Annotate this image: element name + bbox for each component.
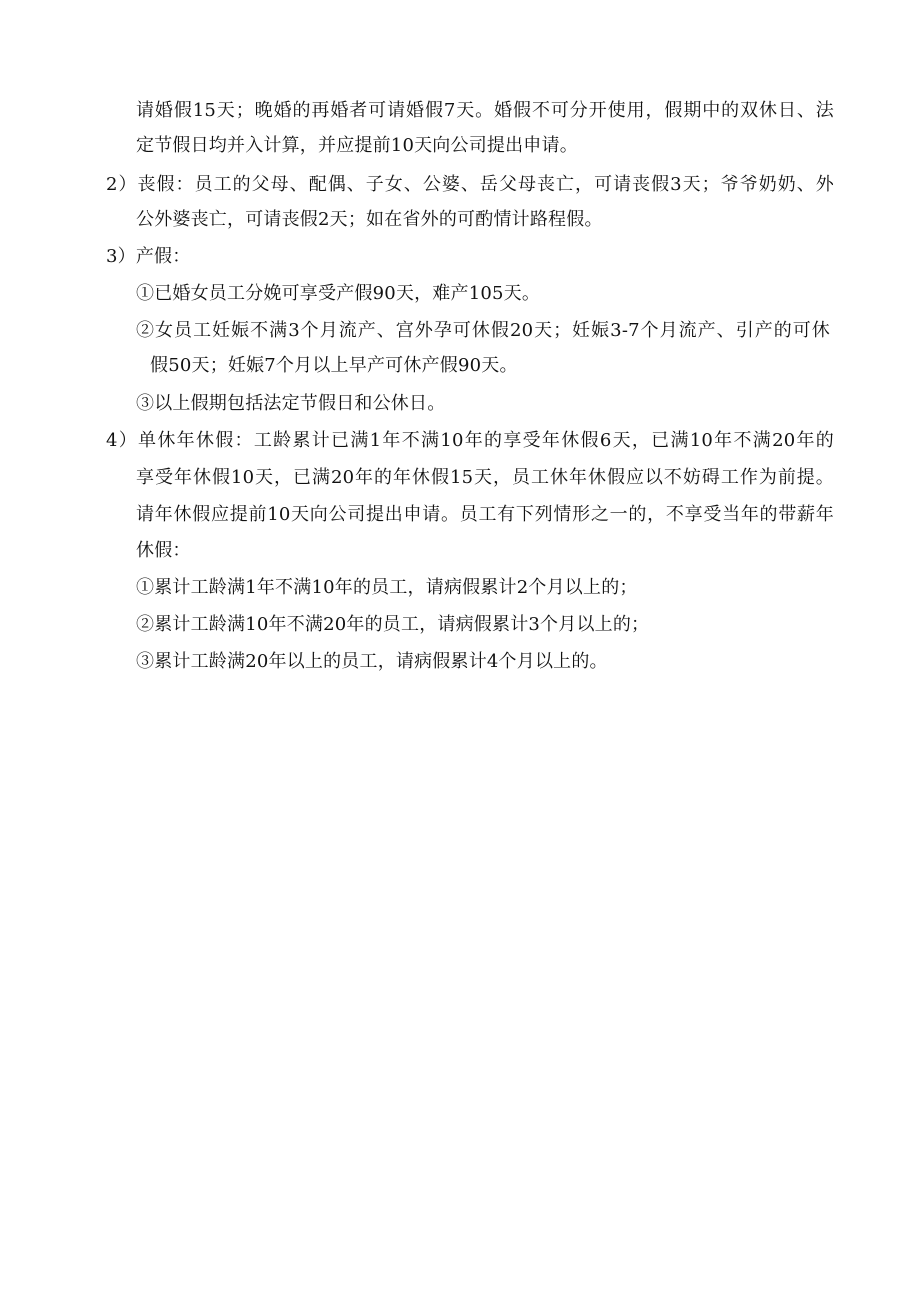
text-line-annual-leave-item-3: ③累计工龄满20年以上的员工，请病假累计4个月以上的。 bbox=[136, 651, 608, 672]
text-line-marriage-leave-2: 定节假日均并入计算，并应提前10天向公司提出申请。 bbox=[136, 135, 578, 156]
text-line-maternity-item-1: ①已婚女员工分娩可享受产假90天，难产105天。 bbox=[136, 283, 541, 304]
text-line-funeral-leave-2: 公外婆丧亡，可请丧假2天；如在省外的可酌情计路程假。 bbox=[136, 209, 603, 230]
text-line-marriage-leave-1: 请婚假15天；晚婚的再婚者可请婚假7天。婚假不可分开使用，假期中的双休日、法 bbox=[136, 100, 834, 121]
text-line-annual-leave-3: 请年休假应提前10天向公司提出申请。员工有下列情形之一的，不享受当年的带薪年 bbox=[136, 504, 834, 525]
text-line-annual-leave-4: 休假： bbox=[136, 540, 191, 561]
text-line-maternity-item-2b: 假50天；妊娠7个月以上早产可休产假90天。 bbox=[150, 355, 518, 376]
text-line-funeral-leave-1: 2）丧假：员工的父母、配偶、子女、公婆、岳父母丧亡，可请丧假3天；爷爷奶奶、外 bbox=[106, 174, 834, 195]
text-line-annual-leave-item-1: ①累计工龄满1年不满10年的员工，请病假累计2个月以上的； bbox=[136, 577, 638, 598]
text-line-maternity-heading: 3）产假： bbox=[106, 246, 191, 267]
text-line-annual-leave-1: 4）单休年休假：工龄累计已满1年不满10年的享受年休假6天，已满10年不满20年的 bbox=[106, 430, 834, 451]
text-line-maternity-item-2a: ②女员工妊娠不满3个月流产、宫外孕可休假20天；妊娠3-7个月流产、引产的可休 bbox=[136, 320, 830, 341]
text-line-annual-leave-2: 享受年休假10天，已满20年的年休假15天，员工休年休假应以不妨碍工作为前提。 bbox=[136, 467, 834, 488]
text-line-annual-leave-item-2: ②累计工龄满10年不满20年的员工，请病假累计3个月以上的； bbox=[136, 614, 650, 635]
text-line-maternity-item-3: ③以上假期包括法定节假日和公休日。 bbox=[136, 393, 446, 414]
